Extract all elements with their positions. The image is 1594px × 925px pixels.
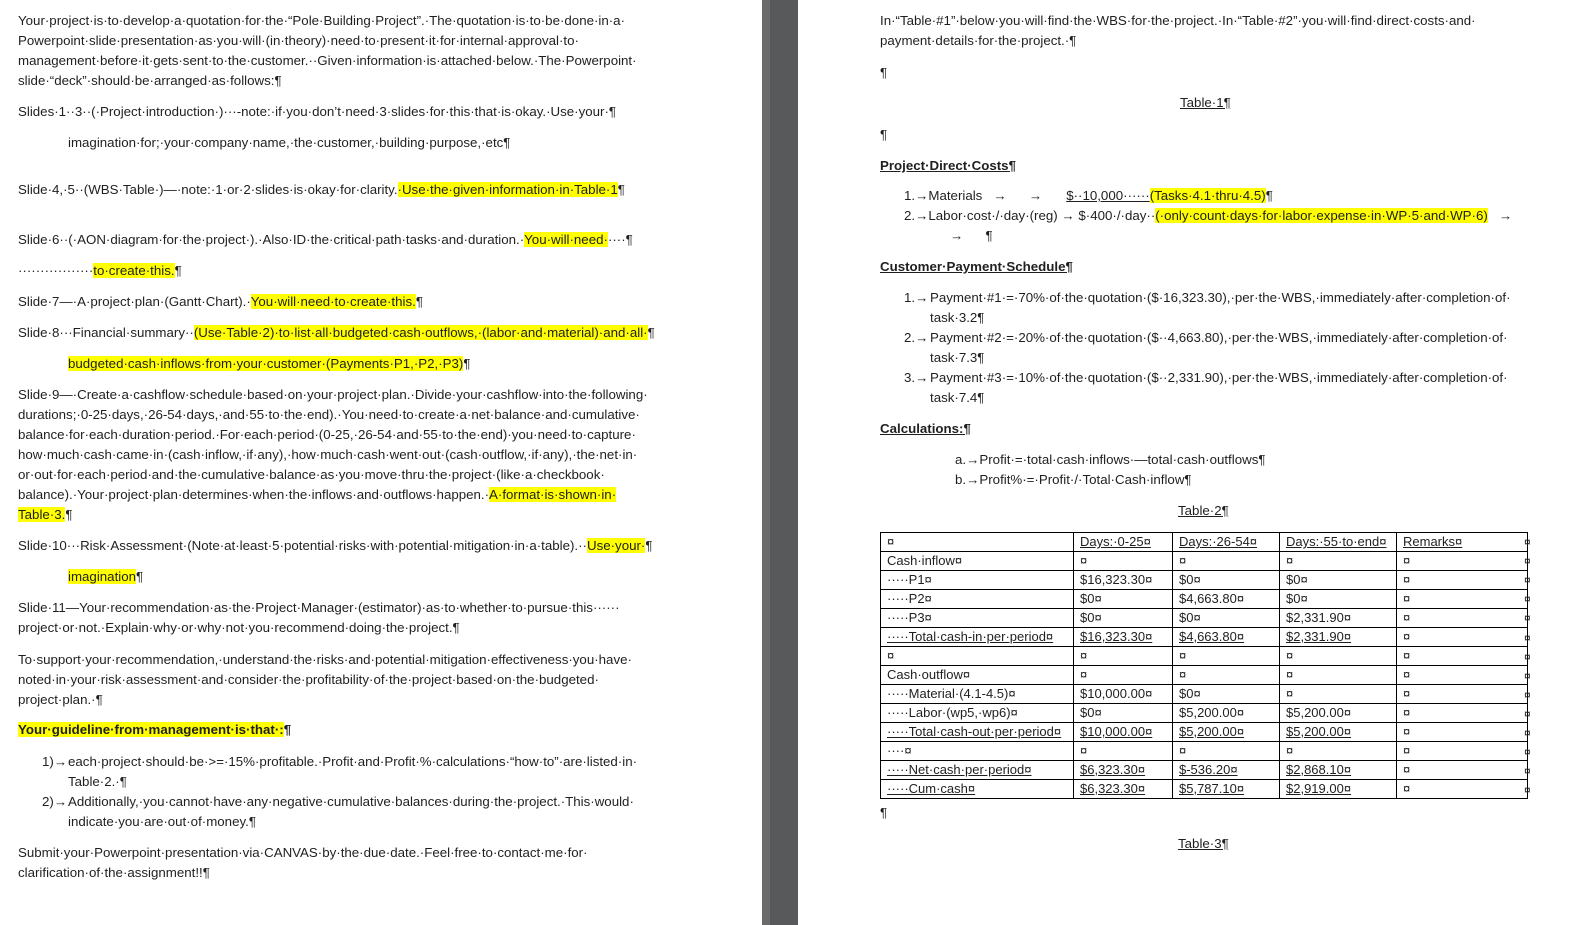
table-cell: $5,200.00¤ [1173, 723, 1280, 742]
table-cell: $6,323.30¤ [1074, 761, 1173, 780]
slide-9-text: balance).·Your·project·plan·determines·when·the·inflows·and·outflows·happen.· [18, 487, 490, 502]
table-cell: ¤ [1280, 666, 1397, 685]
direct-cost-2-label: Labor·cost·/·day·(reg) → $·400·/·day·· [928, 208, 1156, 223]
table-header-cell: ¤ [881, 533, 1074, 552]
table-cell: ·····Total·cash-in·per·period¤ [881, 628, 1074, 647]
calculation-b: b.→Profit%·=·Profit·/·Total·Cash·inflow¶ [955, 472, 1192, 487]
guideline-2-text [68, 792, 634, 832]
slide-9-line [18, 485, 728, 505]
slide-8-highlight-2: budgeted·cash·inflows·from·your·customer·(Payments·P1,·P2,·P3) [68, 356, 464, 371]
payment-schedule-heading: Customer·Payment·Schedule¶ [880, 259, 1073, 274]
table-header-cell: Days:·26-54¤ [1173, 533, 1280, 552]
table-row [881, 666, 1528, 685]
slide-10-highlight: Use·your· [586, 538, 646, 553]
table-cell: ¤ [1074, 742, 1173, 761]
calculations-heading: Calculations:¶ [880, 421, 971, 436]
slide-4-highlight: ·Use·the·given·information·in·Table·1 [397, 182, 618, 197]
table-2-body [881, 533, 1528, 799]
table-cell: ¤ [1397, 666, 1528, 685]
table-cell: ·····P2¤ [881, 590, 1074, 609]
table-cell: $-536.20¤ [1173, 761, 1280, 780]
slide-9-line: balance·for·each·duration·period.·For·each·period·(0-25,·26-54·and·55·to·the·end)·you·need·to·capture· [18, 427, 636, 442]
table-row [881, 628, 1528, 647]
guideline-1-number: 1)→ [42, 754, 68, 769]
guideline-2-number: 2)→ [42, 794, 68, 809]
table-cell: $2,919.00¤ [1280, 780, 1397, 799]
table-cell: ·····Labor·(wp5,·wp6)¤ [881, 704, 1074, 723]
support-paragraph [18, 650, 728, 710]
table-cell: ¤ [1397, 780, 1528, 799]
table-cell: ·····Total·cash-out·per·period¤ [881, 723, 1074, 742]
submit-line: clarification·of·the·assignment!!¶ [18, 865, 210, 880]
row-end-mark: ¤ [1524, 668, 1531, 683]
table-cell: ¤ [1397, 647, 1528, 666]
guideline-1-line: Table·2.·¶ [68, 774, 127, 789]
payment-line: task·3.2¶ [930, 310, 985, 325]
table-cell: Cash·inflow¤ [881, 552, 1074, 571]
table-cell: $16,323.30¤ [1074, 628, 1173, 647]
row-end-mark: ¤ [1524, 706, 1531, 721]
row-end-mark: ¤ [1524, 726, 1531, 740]
row-end-mark: ¤ [1524, 745, 1531, 760]
table-cell: $0¤ [1280, 590, 1397, 609]
table-cell: $5,200.00¤ [1280, 723, 1397, 742]
intro-line: Your·project·is·to·develop·a·quotation·for·the·“Pole·Building·Project”.·The·quotation·is·to·be·done·in·a· [18, 13, 626, 28]
table-cell: $0¤ [1074, 609, 1173, 628]
slide-10-line [18, 536, 728, 556]
calculation-a: a.→Profit·=·total·cash·inflows·—total·cash·outflows¶ [955, 452, 1266, 467]
submit-paragraph [18, 843, 728, 883]
left-page [0, 0, 762, 925]
row-end-mark: ¤ [1524, 611, 1531, 626]
table-cell: $2,331.90¤ [1280, 609, 1397, 628]
table-cell: ¤ [1280, 647, 1397, 666]
support-line: To·support·your·recommendation,·understand·the·risks·and·potential·mitigation·effectiveness·you·have· [18, 652, 632, 667]
slides-1-3-cont: imagination·for;·your·company·name,·the·customer,·building·purpose,·etc¶ [68, 135, 511, 150]
submit-line: Submit·your·Powerpoint·presentation·via·CANVAS·by·the·due·date.·Feel·free·to·contact·me·for· [18, 845, 588, 860]
slide-9-highlight-2: Table·3. [18, 507, 66, 522]
row-end-mark: ¤ [1524, 764, 1531, 779]
table-cell: $6,323.30¤ [1074, 780, 1173, 799]
payment-line: task·7.3¶ [930, 350, 985, 365]
table-cell: ·····P1¤ [881, 571, 1074, 590]
slide-9-line: durations;·0-25·days,·26-54·days,·and·55·to·the·end).·You·need·to·create·a·net·balance·and·cumulative· [18, 407, 640, 422]
payment-2-text [930, 328, 1508, 368]
pilcrow: ¶ [880, 805, 888, 820]
slide-6-highlight: You·will·need· [524, 232, 608, 247]
row-end-mark: ¤ [1524, 592, 1531, 607]
table-cell: ¤ [1397, 704, 1528, 723]
table-1-caption: Table·1¶ [1180, 95, 1231, 110]
table-cell: ····¤ [881, 742, 1074, 761]
pilcrow: ¶ [880, 127, 888, 142]
slide-6-highlight-2: to·create·this. [93, 263, 175, 278]
pilcrow: ¶ [880, 65, 888, 80]
pilcrow: ¶ [283, 722, 292, 737]
slide-9-line: or·out·for·each·period·and·the·cumulative·balance·as·you·move·thru·the·project·(like·a·checkbook· [18, 467, 605, 482]
table-cell: ¤ [1397, 742, 1528, 761]
slide-6-cont [18, 261, 728, 281]
direct-cost-1-highlight: (Tasks·4.1·thru·4.5) [1149, 188, 1266, 203]
table-cell: $10,000.00¤ [1074, 685, 1173, 704]
table-cell: ¤ [1397, 609, 1528, 628]
row-end-mark: ¤ [1524, 554, 1531, 569]
payment-line: task·7.4¶ [930, 390, 985, 405]
table-cell: ¤ [1397, 761, 1528, 780]
table-cell: ¤ [881, 647, 1074, 666]
table-cell: ¤ [1397, 723, 1528, 742]
table-row [881, 704, 1528, 723]
table-row [881, 590, 1528, 609]
slide-8-text: Slide·8···Financial·summary·· [18, 325, 194, 340]
list-number: 1.→ [904, 188, 929, 203]
slide-4-line [18, 180, 728, 200]
pilcrow: ¶ [645, 538, 653, 553]
slide-11-line: Slide·11—Your·recommendation·as·the·Project·Manager·(estimator)·as·to·whether·to·pursue·this······ [18, 600, 620, 615]
slide-9-line: how·much·cash·came·in·(cash·inflow,·if·any),·how·much·cash·went·out·(cash·outflow,·if·any),·the·net·in· [18, 447, 638, 462]
slide-11-line: project·or·not.·Explain·why·or·why·not·you·recommend·doing·the·project.¶ [18, 620, 460, 635]
table-cell: $0¤ [1173, 571, 1280, 590]
slide-4-text: Slide·4,·5··(WBS·Table·)—·note:·1·or·2·slides·is·okay·for·clarity. [18, 182, 398, 197]
payment-1-number: 1.→ [904, 290, 929, 305]
row-end-mark: ¤ [1524, 649, 1531, 664]
table-cell: ¤ [1280, 742, 1397, 761]
table-row [881, 685, 1528, 704]
intro-line: Powerpoint·slide·presentation·as·you·will·(in·theory)·need·to·present·it·for·internal·approval·to· [18, 33, 579, 48]
slide-10-cont [68, 567, 762, 587]
support-line: project·plan.·¶ [18, 692, 103, 707]
pilcrow: ¶ [174, 263, 182, 278]
table-cell: ¤ [1397, 590, 1528, 609]
slide-7-text: Slide·7—·A·project·plan·(Gantt·Chart).· [18, 294, 251, 309]
row-end-mark: ¤ [1524, 535, 1531, 549]
pilcrow: ¶ [415, 294, 423, 309]
pilcrow: ¶ [463, 356, 471, 371]
slide-7-highlight: You·will·need·to·create·this. [250, 294, 416, 309]
table-cell: ¤ [1173, 742, 1280, 761]
guideline-highlight: Your·guideline·from·management·is·that·: [18, 722, 284, 737]
direct-cost-2-highlight: (·only·count·days·for·labor·expense·in·WP·5·and·WP·6) [1155, 208, 1488, 223]
table-row [881, 742, 1528, 761]
table-row [881, 552, 1528, 571]
direct-cost-1-label: Materials → → [928, 188, 1043, 203]
payment-3-text [930, 368, 1508, 408]
table-cell: ¤ [1397, 628, 1528, 647]
payment-3-number: 3.→ [904, 370, 929, 385]
intro-paragraph [18, 11, 728, 91]
slide-7-line [18, 292, 728, 312]
right-intro [880, 11, 1476, 51]
pilcrow: ¶ [647, 325, 655, 340]
table-cell: $4,663.80¤ [1173, 628, 1280, 647]
table-cell: $10,000.00¤ [1074, 723, 1173, 742]
support-line: noted·in·your·risk·assessment·and·consider·the·profitability·of·the·project·based·on·the·budgeted· [18, 672, 599, 687]
table-cell: ¤ [1397, 571, 1528, 590]
table-row [881, 609, 1528, 628]
table-cell: $0¤ [1074, 590, 1173, 609]
table-cell: ·····Material·(4.1-4.5)¤ [881, 685, 1074, 704]
payment-line: Payment·#1·=·70%·of·the·quotation·($·16,323.30),·per·the·WBS,·immediately·after·completion·of· [930, 290, 1511, 305]
payment-2-number: 2.→ [904, 330, 929, 345]
right-intro-line: payment·details·for·the·project.·¶ [880, 33, 1077, 48]
slide-10-text: Slide·10···Risk·Assessment·(Note·at·least·5·potential·risks·with·potential·mitigation·in·a·table).·· [18, 538, 587, 553]
slide-10-highlight-2: imagination [68, 569, 137, 584]
table-row [881, 571, 1528, 590]
row-end-mark: ¤ [1524, 783, 1531, 798]
table-cell: Cash·outflow¤ [881, 666, 1074, 685]
table-cell: ¤ [1173, 552, 1280, 571]
table-row [881, 723, 1528, 742]
direct-cost-2-end: → [1487, 208, 1513, 223]
table-cell: $4,663.80¤ [1173, 590, 1280, 609]
slide-8-highlight: (Use·Table·2)·to·list·all·budgeted·cash·outflows,·(labor·and·material)·and·all· [193, 325, 648, 340]
table-cell: $0¤ [1173, 609, 1280, 628]
table-cell: $2,331.90¤ [1280, 628, 1397, 647]
table-cell: $16,323.30¤ [1074, 571, 1173, 590]
direct-cost-2-cont: → ¶ [950, 228, 993, 243]
intro-line: management·before·it·gets·sent·to·the·customer.··Given·information·is·attached·below.·The·Powerpoint· [18, 53, 637, 68]
slide-9-line: Slide·9—·Create·a·cashflow·schedule·based·on·your·project·plan.·Divide·your·cashflow·into·the·following· [18, 387, 648, 402]
table-header-row [881, 533, 1528, 552]
table-cell: ·····P3¤ [881, 609, 1074, 628]
table-cell: $5,200.00¤ [1280, 704, 1397, 723]
table-cell: $0¤ [1173, 685, 1280, 704]
guideline-1-line: each·project·should·be·>=·15%·profitable.·Profit·and·Profit·%·calculations·“how·to”·are·listed·in· [68, 754, 638, 769]
table-cell: ¤ [1173, 666, 1280, 685]
pilcrow: ¶ [617, 182, 625, 197]
payment-1-text [930, 288, 1511, 328]
table-cell: ¤ [1074, 552, 1173, 571]
slide-6-line [18, 230, 728, 250]
table-header-cell: Days:·0-25¤ [1074, 533, 1173, 552]
guideline-1-text [68, 752, 637, 792]
page-gutter [762, 0, 798, 925]
table-3-caption: Table·3¶ [1178, 836, 1229, 851]
table-header-cell: Days:·55·to·end¤ [1280, 533, 1397, 552]
table-row [881, 780, 1528, 799]
table-cell: $5,787.10¤ [1173, 780, 1280, 799]
table-row [881, 761, 1528, 780]
slide-6-text: Slide·6··(·AON·diagram·for·the·project·).·Also·ID·the·critical·path·tasks·and·duration.· [18, 232, 525, 247]
table-cell: ¤ [1074, 647, 1173, 666]
slide-9-highlight: A·format·is·shown·in· [489, 487, 617, 502]
table-cell: $0¤ [1074, 704, 1173, 723]
list-number: 2.→ [904, 208, 929, 223]
intro-line: slide·“deck”·should·be·arranged·as·follows:¶ [18, 73, 282, 88]
pilcrow: ¶ [136, 569, 144, 584]
table-cell: $5,200.00¤ [1173, 704, 1280, 723]
slide-6-end: ····¶ [607, 232, 633, 247]
table-cell: ·····Net·cash·per·period¤ [881, 761, 1074, 780]
row-end-mark: ¤ [1524, 573, 1531, 588]
right-intro-line: In·“Table·#1”·below·you·will·find·the·WBS·for·the·project.·In·“Table·#2”·you·will·find·direct·costs·and· [880, 13, 1476, 28]
table-2 [880, 532, 1528, 799]
slide-9-paragraph [18, 385, 728, 525]
payment-line: Payment·#2·=·20%·of·the·quotation·($··4,663.80),·per·the·WBS,·immediately·after·completion·of· [930, 330, 1508, 345]
direct-cost-2 [904, 206, 1512, 226]
dots: ················· [18, 263, 94, 278]
table-row [881, 647, 1528, 666]
direct-cost-1-value: $··10,000······ [1066, 188, 1150, 203]
direct-cost-1 [904, 186, 1273, 206]
table-cell: ¤ [1397, 552, 1528, 571]
table-cell: ¤ [1173, 647, 1280, 666]
slide-9-line [18, 505, 728, 525]
table-cell: ¤ [1397, 685, 1528, 704]
guideline-2-line: Additionally,·you·cannot·have·any·negative·cumulative·balances·during·the·project.·This·would· [68, 794, 634, 809]
table-cell: ¤ [1280, 552, 1397, 571]
direct-costs-heading: Project·Direct·Costs¶ [880, 158, 1016, 173]
pilcrow: ¶ [1265, 188, 1273, 203]
slides-1-3-line: Slides·1··3··(·Project·introduction·)···-note:·if·you·don’t·need·3·slides·for·this·that·is·okay.·Use·your·¶ [18, 104, 617, 119]
pilcrow: ¶ [65, 507, 73, 522]
table-cell: ·····Cum·cash¤ [881, 780, 1074, 799]
table-header-cell: Remarks¤ [1397, 533, 1528, 552]
slide-8-cont [68, 354, 762, 374]
table-2-caption: Table·2¶ [1178, 503, 1229, 518]
table-cell: $2,868.10¤ [1280, 761, 1397, 780]
row-end-mark: ¤ [1524, 687, 1531, 702]
guideline-2-line: indicate·you·are·out·of·money.¶ [68, 814, 256, 829]
table-cell: $0¤ [1280, 571, 1397, 590]
guideline-heading [18, 720, 728, 740]
row-end-mark: ¤ [1524, 630, 1531, 645]
payment-line: Payment·#3·=·10%·of·the·quotation·($··2,331.90),·per·the·WBS,·immediately·after·completion·of· [930, 370, 1508, 385]
table-cell: ¤ [1280, 685, 1397, 704]
slide-8-line [18, 323, 728, 343]
slide-11-paragraph [18, 598, 728, 638]
table-cell: ¤ [1074, 666, 1173, 685]
